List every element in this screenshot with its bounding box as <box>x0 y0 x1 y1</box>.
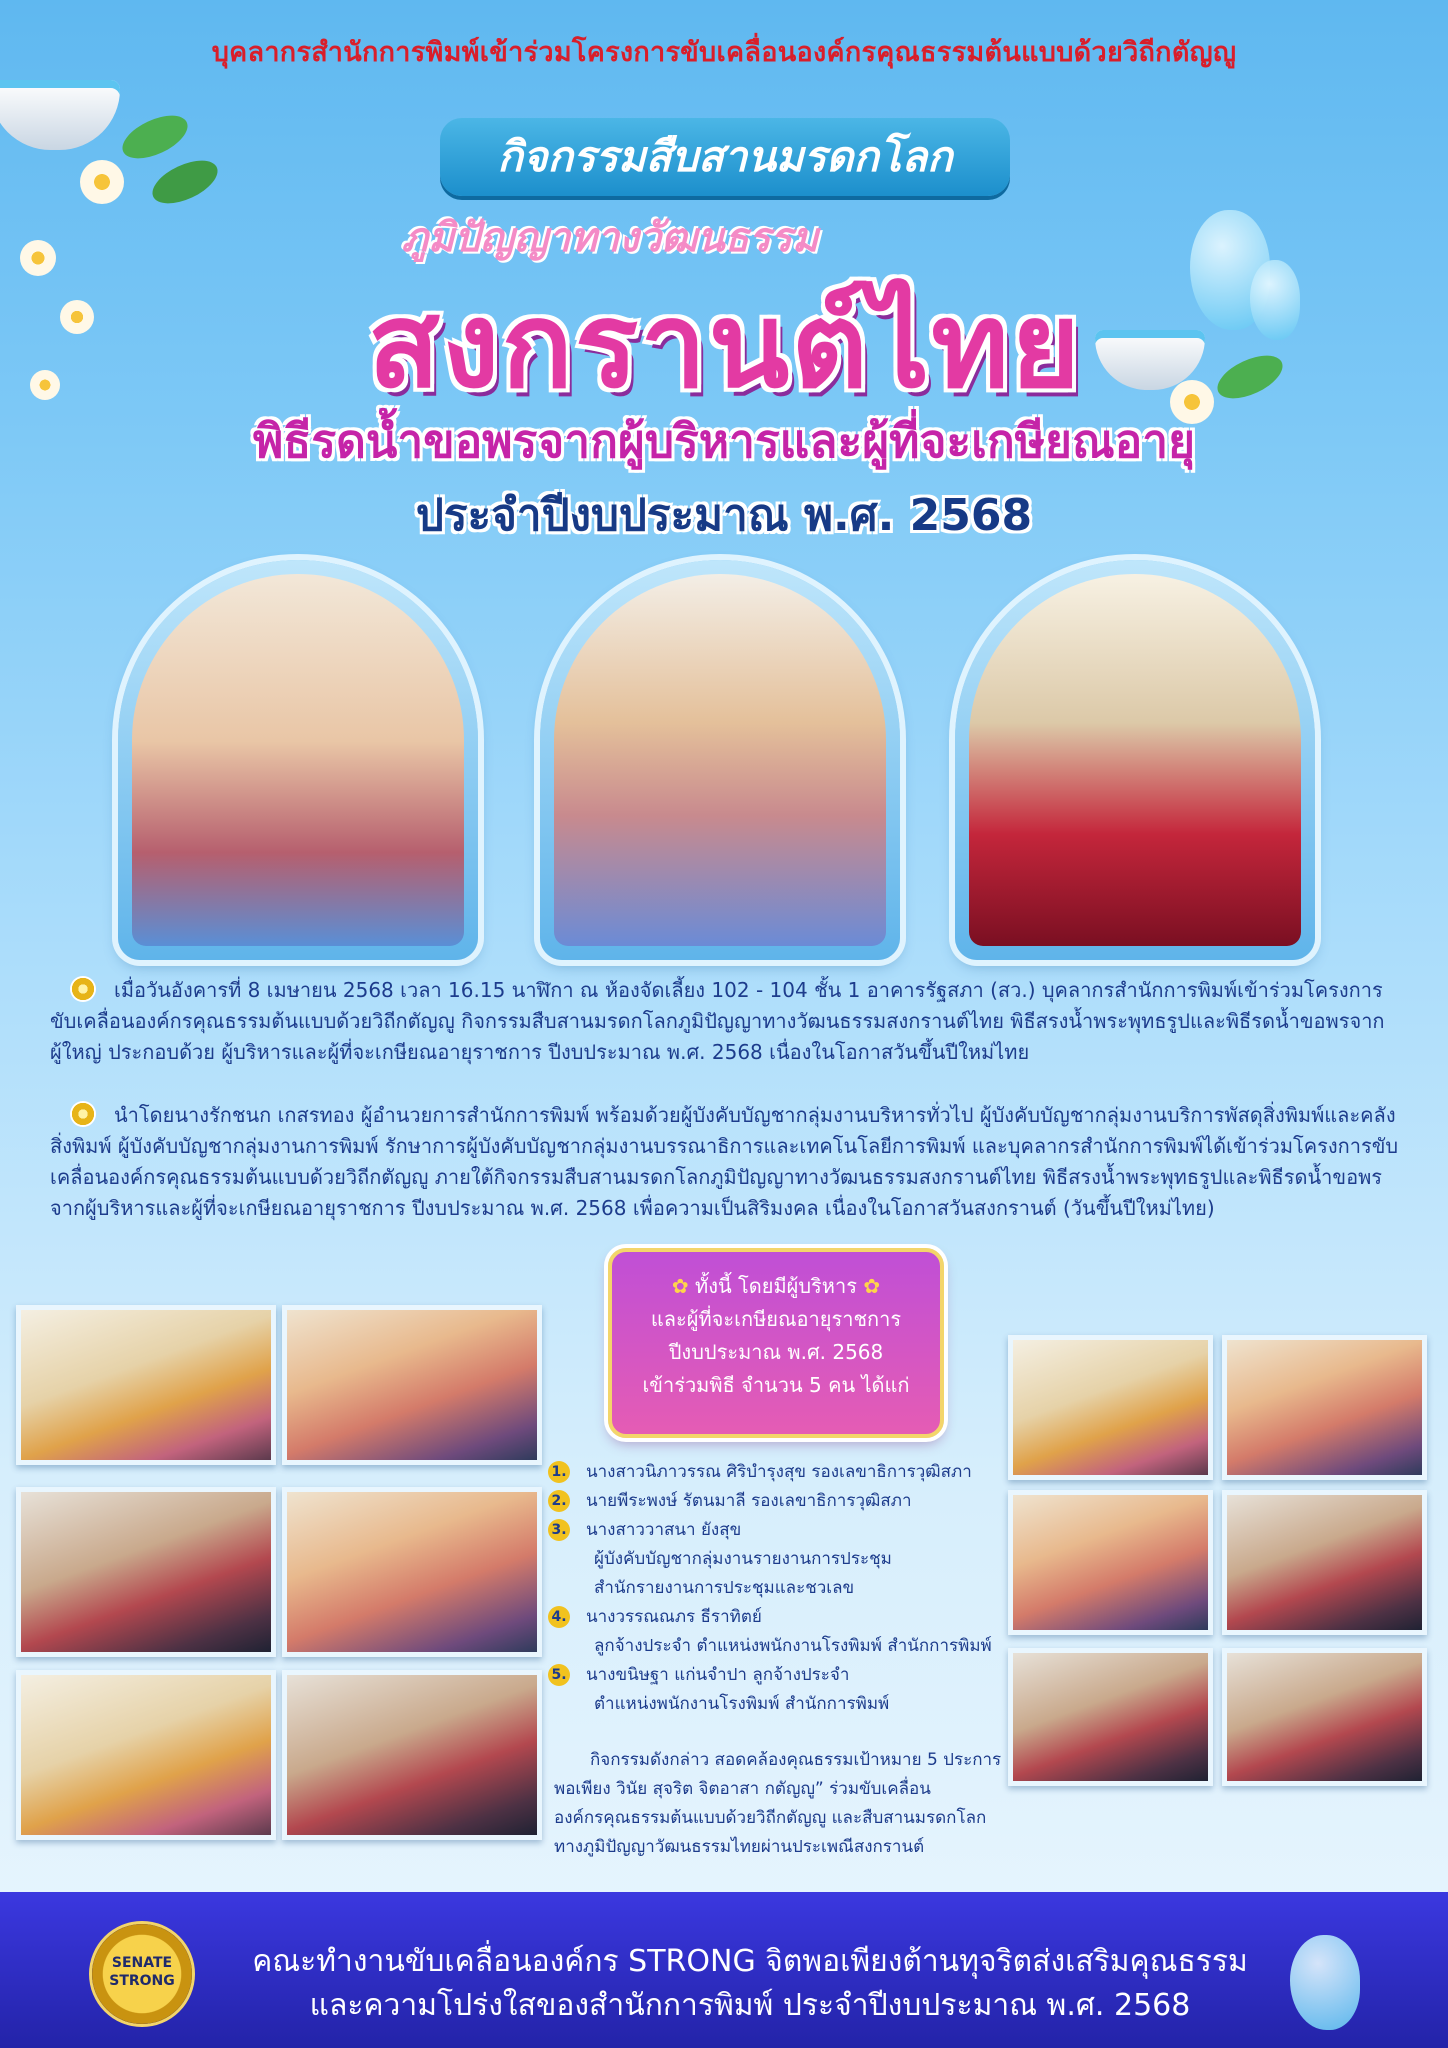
flower-icon <box>60 300 94 334</box>
water-splash-icon <box>1290 1935 1360 2030</box>
list-item: 4. นางวรรณณภร ธีราทิตย์ ลูกจ้างประจำ ตำแหน่งพนักงานโรงพิมพ์ สำนักการพิมพ์ <box>548 1603 1008 1661</box>
water-splash-icon <box>1250 260 1300 340</box>
gallery-photo <box>1008 1648 1213 1786</box>
paragraph-2: นำโดยนางรักชนก เกสรทอง ผู้อำนวยการสำนักการพิมพ์ พร้อมด้วยผู้บังคับบัญชากลุ่มงานบริหารทั่วไป ผู้บังคับบัญชากลุ่มงานบริการพัสดุสิ่งพิมพ์และคลังสิ่งพิมพ์ ผู้บังคับบัญชากลุ่มงานการพิมพ์ รักษาการผู้บังคับบัญชากลุ่มงานบรรณาธิการและเทคโนโลยีการพิมพ์ และบุคลากรสำนักการพิมพ์ได้เข้าร่วมโครงการขับเคลื่อนองค์กรคุณธรรมต้นแบบด้วยวิถีกตัญญู ภายใต้กิจกรรมสืบสานมรดกโลกภูมิปัญญาทางวัฒนธรรมสงกรานต์ไทย พิธีสรงน้ำพระพุทธรูปและพิธีรดน้ำขอพรจากผู้บริหารและผู้ที่จะเกษียณอายุราชการ ปีงบประมาณ พ.ศ. 2568 เพื่อความเป็นสิริมงคล เนื่องในโอกาสวันสงกรานต์ (วันขึ้นปีใหม่ไทย) <box>50 1103 1399 1220</box>
arch-photo-3 <box>955 560 1315 960</box>
senate-strong-logo: SENATE STRONG <box>92 1924 192 2024</box>
arch-photo-2 <box>540 560 900 960</box>
flower-bullet-icon <box>70 976 96 1002</box>
arch-photo-1 <box>118 560 478 960</box>
flower-icon: ✿ <box>671 1274 689 1298</box>
flower-icon <box>80 160 124 204</box>
gallery-photo <box>282 1487 542 1657</box>
activity-banner: กิจกรรมสืบสานมรดกโลก <box>440 118 1010 196</box>
flower-bullet-icon <box>70 1101 96 1127</box>
leaf-icon <box>116 107 194 167</box>
paragraph-1: เมื่อวันอังคารที่ 8 เมษายน 2568 เวลา 16.15 นาฬิกา ณ ห้องจัดเลี้ยง 102 - 104 ชั้น 1 อาคารรัฐสภา (สว.) บุคลากรสำนักการพิมพ์เข้าร่วมโครงการขับเคลื่อนองค์กรคุณธรรมต้นแบบด้วยวิถีกตัญญู กิจกรรมสืบสานมรดกโลกภูมิปัญญาทางวัฒนธรรมสงกรานต์ไทย พิธีสรงน้ำพระพุทธรูปและพิธีรดน้ำขอพรจากผู้ใหญ่ ประกอบด้วย ผู้บริหารและผู้ที่จะเกษียณอายุราชการ ปีงบประมาณ พ.ศ. 2568 เนื่องในโอกาสวันขึ้นปีใหม่ไทย <box>50 978 1385 1064</box>
gallery-photo <box>282 1670 542 1840</box>
participants-callout: ✿ ทั้งนี้ โดยมีผู้บริหาร ✿ และผู้ที่จะเกษียณอายุราชการ ปีงบประมาณ พ.ศ. 2568 เข้าร่วมพิธี จำนวน 5 คน ได้แก่ <box>608 1248 944 1438</box>
flower-icon: ✿ <box>863 1274 881 1298</box>
list-item: 5. นางขนิษฐา แก่นจำปา ลูกจ้างประจำ ตำแหน่งพนักงานโรงพิมพ์ สำนักการพิมพ์ <box>548 1661 1008 1719</box>
participants-list <box>548 1458 1008 1719</box>
main-title: สงกรานต์ไทย <box>367 276 1083 414</box>
gallery-photo <box>1222 1490 1427 1635</box>
ceremony-photo <box>969 574 1301 946</box>
footer-text: คณะทำงานขับเคลื่อนองค์กร STRONG จิตพอเพียงต้านทุจริตส่งเสริมคุณธรรม และความโปร่งใสของสำนักการพิมพ์ ประจำปีงบประมาณ พ.ศ. 2568 <box>252 1944 1248 2023</box>
leaf-icon <box>146 152 224 212</box>
wisdom-banner: ภูมิปัญญาทางวัฒนธรรม <box>401 215 819 261</box>
water-bowl-icon <box>0 80 120 150</box>
flower-icon <box>20 240 56 276</box>
top-headline: บุคลากรสำนักการพิมพ์เข้าร่วมโครงการขับเคลื่อนองค์กรคุณธรรมต้นแบบด้วยวิถีกตัญญู <box>211 37 1237 68</box>
gallery-photo <box>1222 1648 1427 1786</box>
sub-title: พิธีรดน้ำขอพรจากผู้บริหารและผู้ที่จะเกษียณอายุ <box>252 414 1196 468</box>
list-item: 3. นางสาววาสนา ยังสุข ผู้บังคับบัญชากลุ่มงานรายงานการประชุม สำนักรายงานการประชุมและชวเลข <box>548 1516 1008 1603</box>
list-item: 1. นางสาวนิภาวรรณ ศิริบำรุงสุข รองเลขาธิการวุฒิสภา <box>548 1458 1008 1487</box>
list-item: 2. นายพีระพงษ์ รัตนมาลี รองเลขาธิการวุฒิสภา <box>548 1487 1008 1516</box>
gallery-photo <box>1008 1490 1213 1635</box>
year-title: ประจำปีงบประมาณ พ.ศ. 2568 <box>415 490 1033 541</box>
gallery-photo <box>16 1305 276 1465</box>
gallery-photo <box>1222 1335 1427 1480</box>
gallery-photo <box>282 1305 542 1465</box>
ceremony-photo <box>132 574 464 946</box>
gallery-photo <box>16 1670 276 1840</box>
gallery-photo <box>16 1487 276 1657</box>
ceremony-photo <box>554 574 886 946</box>
flower-icon <box>30 370 60 400</box>
conclusion-text: กิจกรรมดังกล่าว สอดคล้องคุณธรรมเป้าหมาย 5 ประการ พอเพียง วินัย สุจริต จิตอาสา กตัญญู” ร่วมขับเคลื่อน องค์กรคุณธรรมต้นแบบด้วยวิถีกตัญญู และสืบสานมรดกโลก ทางภูมิปัญญาวัฒนธรรมไทยผ่านประเพณีสงกรานต์ <box>554 1750 1002 1857</box>
leaf-icon <box>1211 347 1289 407</box>
gallery-photo <box>1008 1335 1213 1480</box>
